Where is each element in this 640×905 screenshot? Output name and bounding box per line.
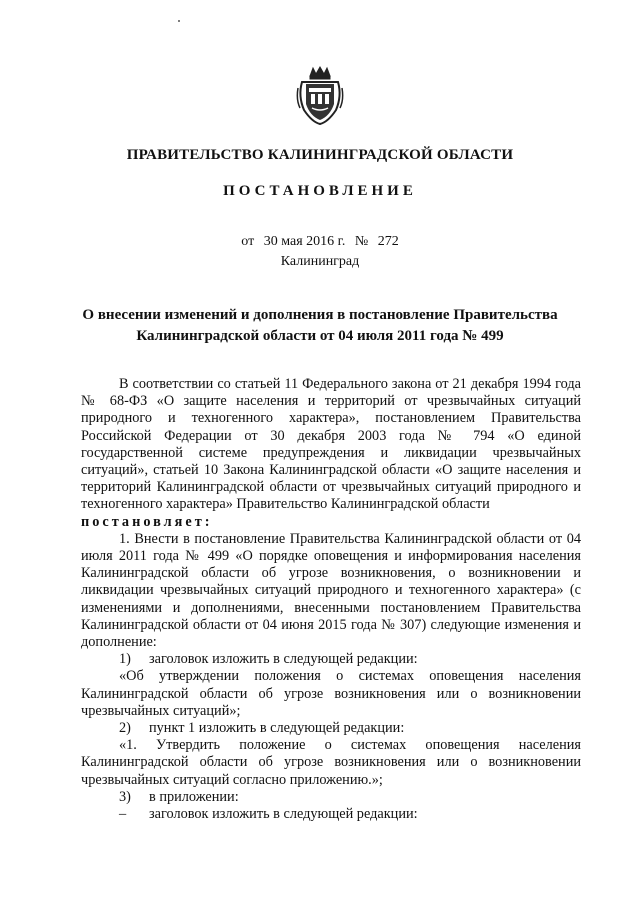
subitem-3-text: в приложении: [149,788,239,805]
document-type: ПОСТАНОВЛЕНИЕ [223,183,417,199]
date-number-line [0,234,640,250]
document-date: 30 мая 2016 г. [263,234,346,249]
resolves-word: постановляет: [81,513,213,530]
document-body [81,376,581,823]
subitem-2-text: пункт 1 изложить в следующей редакции: [149,720,405,737]
heading-line-1: О внесении изменений и дополнения в постановление Правительства [82,307,558,323]
subitem-2 [81,720,581,737]
item-1-number: 1. [119,530,130,547]
preamble-paragraph: В соответствии со статьей 11 Федерального закона от 21 декабря 1994 года № 68-ФЗ «О защите населения и территорий от чрезвычайных ситуаций природного и техногенного характера», постановлением Правительства Российской Федерации от 30 декабря 2003 года № 794 «О единой государственной системе предупреждения и ликвидации чрезвычайных ситуаций», статьей 10 Закона Калининградской области «О защите населения и территорий Калининградской области от чрезвычайных ситуаций природного и техногенного характера» Правительство Калининградской области [81,376,581,513]
date-prefix: от [241,234,255,249]
subitem-1 [81,651,581,668]
subitem-3-number: 3) [119,788,131,805]
subitem-1-number: 1) [119,651,131,668]
item-1-paragraph [81,531,581,651]
city-name: Калининград [280,254,360,269]
subitem-3 [81,789,581,806]
subitem-1-text: заголовок изложить в следующей редакции: [149,651,418,668]
government-title: ПРАВИТЕЛЬСТВО КАЛИНИНГРАДСКОЙ ОБЛАСТИ [126,147,514,163]
quote-2-paragraph: «1. Утвердить положение о системах оповещения населения Калининградской области об угрозе возникновения или о возникновении чрезвычайных ситуаций согласно приложению.»; [81,737,581,788]
dash-item [81,806,581,823]
document-heading [60,305,580,347]
coat-of-arms-emblem [296,66,344,126]
document-number: 272 [377,234,399,249]
dash-marker: – [119,806,127,823]
heading-line-2: Калининградской области от 04 июля 2011 года № 499 [136,328,504,344]
scan-speck [178,20,180,22]
number-sign: № [354,234,369,249]
item-1-text: Внести в постановление Правительства Калининградской области от 04 июля 2011 года № 499 «О порядке оповещения и информирования населения Калининградской области об угрозе возникновения, о возникновении и ликвидации чрезвычайных ситуаций природного и техногенного характера» (с изменениями и дополнениями, внесенными постановлением Правительства Калининградской области от 04 июня 2015 года № 307) следующие изменения и дополнение: [81,530,582,651]
dash-item-text: заголовок изложить в следующей редакции: [149,806,418,823]
subitem-2-number: 2) [119,720,131,737]
quote-1-paragraph: «Об утверждении положения о системах оповещения населения Калининградской области об угрозе возникновения или о возникновении чрезвычайных ситуаций»; [81,668,581,719]
